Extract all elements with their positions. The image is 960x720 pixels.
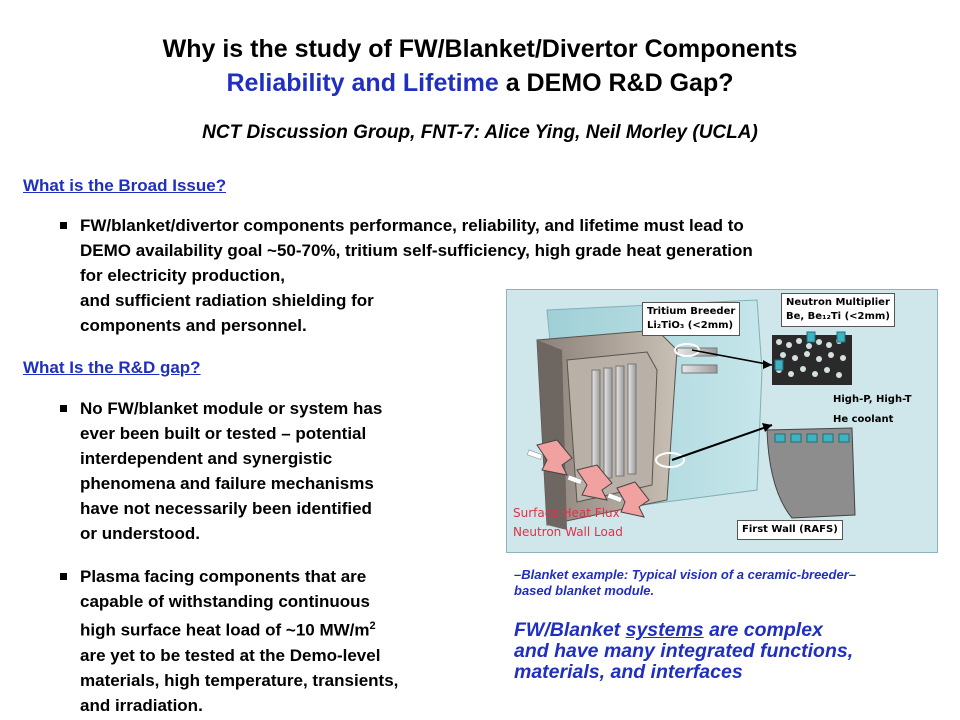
conclusion-text (514, 620, 954, 683)
caption-line: based blanket module. (514, 583, 655, 598)
coolant-label-line: High-P, High-T (833, 394, 912, 405)
heat-flux-line: Neutron Wall Load (513, 525, 623, 539)
first-wall-label: First Wall (RAFS) (737, 520, 843, 540)
heat-flux-label (513, 504, 623, 542)
broad-issue-line: DEMO availability goal ~50-70%, tritium self-sufficiency, high grade heat generation (80, 241, 753, 260)
tritium-label-line: Tritium Breeder (647, 306, 736, 317)
neutron-label-line: Be, Be₁₂Ti (<2mm) (786, 311, 890, 322)
caption-line: –Blanket example: Typical vision of a ceramic-breeder– (514, 567, 856, 582)
rd-gap-line: high surface heat load of ~10 $MW/m^2$ (80, 620, 376, 640)
bullet-square-icon (60, 405, 67, 412)
blanket-module-figure (506, 289, 938, 553)
rd-gap-line: phenomena and failure mechanisms (80, 474, 374, 493)
neutron-multiplier-label (781, 293, 895, 327)
broad-issue-heading[interactable]: What is the Broad Issue? (23, 176, 227, 195)
rd-gap-line: capable of withstanding continuous (80, 592, 370, 611)
conclusion-line: materials, and interfaces (514, 661, 743, 683)
rd-gap-line: or understood. (80, 524, 200, 543)
rd-gap-line: ever been built or tested – potential (80, 424, 367, 443)
rd-gap-line: No FW/blanket module or system has (80, 399, 383, 418)
tritium-label-line: Li₂TiO₃ (<2mm) (647, 320, 734, 331)
title-line-2-rest: a DEMO R&D Gap? (498, 69, 734, 97)
bullet-square-icon (60, 222, 67, 229)
neutron-label-line: Neutron Multiplier (786, 297, 890, 308)
rd-gap-heading[interactable]: What Is the R&D gap? (23, 358, 201, 377)
rd-gap-line: materials, high temperature, transients, (80, 670, 399, 690)
broad-issue-line: FW/blanket/divertor components performance, reliability, and lifetime must lead to (80, 216, 744, 235)
rd-gap-bullet-2 (60, 564, 500, 718)
title-line-2 (0, 66, 960, 100)
rd-gap-line: are yet to be tested at the Demo-level (80, 645, 381, 665)
tritium-breeder-label (642, 302, 740, 336)
subtitle: NCT Discussion Group, FNT-7: Alice Ying, Neil Morley (UCLA) (202, 122, 758, 143)
rd-gap-line: and irradiation. (80, 695, 203, 715)
rd-gap-line: interdependent and synergistic (80, 449, 333, 468)
title-highlight: Reliability and Lifetime (226, 69, 499, 97)
heat-flux-line: Surface Heat Flux (513, 506, 620, 520)
superscript: 2 (369, 620, 376, 632)
underlined-word: systems (625, 619, 704, 641)
broad-issue-line: and sufficient radiation shielding for (80, 291, 374, 310)
bullet-square-icon (60, 573, 67, 580)
title-line-1: Why is the study of FW/Blanket/Divertor Components (162, 35, 798, 63)
conclusion-line: FW/Blanket systems are complex (514, 619, 823, 641)
rd-gap-line: Plasma facing components that are (80, 567, 367, 586)
broad-issue-line: components and personnel. (80, 316, 307, 335)
broad-issue-line: for electricity production, (80, 266, 285, 285)
page-title (0, 32, 960, 100)
figure-caption (514, 567, 944, 599)
coolant-label (833, 390, 912, 430)
rd-gap-line: have not necessarily been identified (80, 499, 372, 518)
conclusion-line: and have many integrated functions, (514, 640, 854, 662)
coolant-label-line: He coolant (833, 414, 894, 425)
rd-gap-bullet-1 (60, 396, 500, 546)
